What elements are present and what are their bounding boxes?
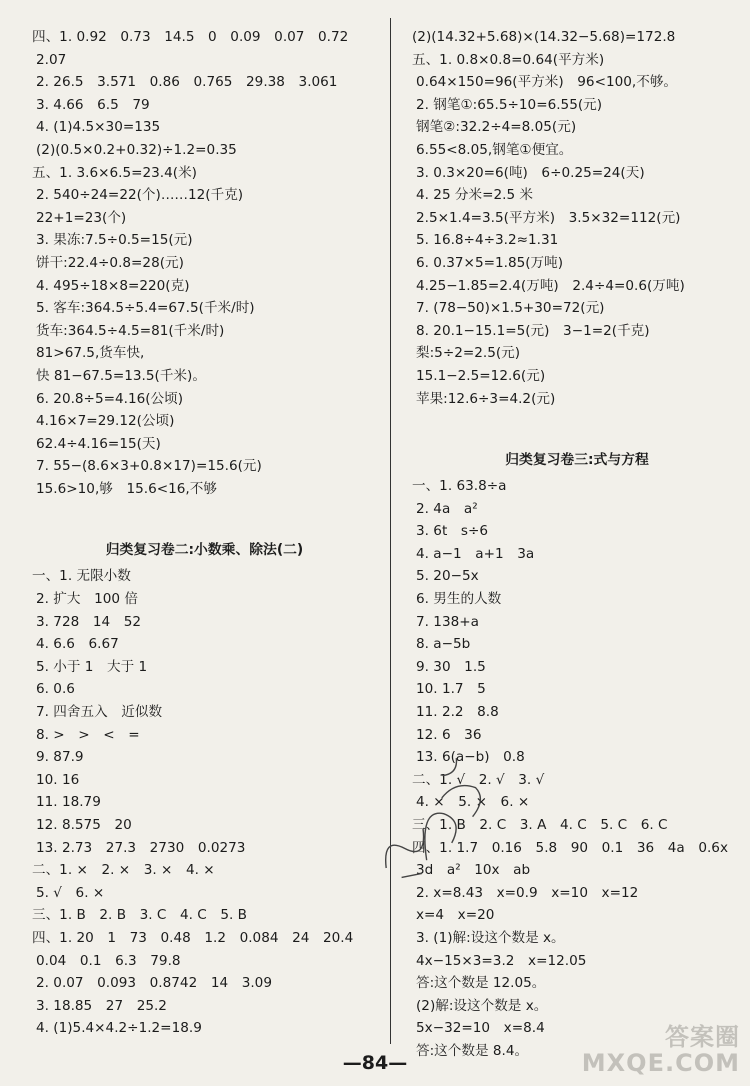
answer-line: 快 81−67.5=13.5(千米)。 <box>36 367 206 384</box>
answer-line: 答:这个数是 12.05。 <box>416 975 546 992</box>
answer-line: 2. 540÷24=22(个)……12(千克) <box>36 187 244 204</box>
answer-line: 10. 16 <box>36 771 80 788</box>
answer-line: 10. 1.7 5 <box>416 681 486 698</box>
answer-line: 9. 87.9 <box>36 749 84 766</box>
answer-line: 五、1. 0.8×0.8=0.64(平方米) <box>412 51 605 68</box>
answer-line: 13. 6(a−b) 0.8 <box>416 749 525 766</box>
answer-line: 3d a² 10x ab <box>416 862 531 879</box>
answer-line: 3. 4.66 6.5 79 <box>36 96 150 113</box>
right-answer-column <box>412 26 742 1063</box>
answer-line: 四、1. 0.92 0.73 14.5 0 0.09 0.07 0.72 <box>32 29 349 45</box>
answer-line: 2. x=8.43 x=0.9 x=10 x=12 <box>416 884 639 901</box>
answer-line: 苹果:12.6÷3=4.2(元) <box>416 390 556 407</box>
answer-line: 5. 客车:364.5÷5.4=67.5(千米/时) <box>36 300 255 317</box>
answer-line: 2. 4a a² <box>416 500 478 517</box>
answer-line: 7. (78−50)×1.5+30=72(元) <box>416 300 605 317</box>
answer-line: 6. 20.8÷5=4.16(公顷) <box>36 390 184 407</box>
answer-line: 11. 2.2 8.8 <box>416 704 499 721</box>
answer-line: 7. 138+a <box>416 613 479 630</box>
answer-line: 2.07 <box>36 51 67 68</box>
answer-line: 4x−15×3=3.2 x=12.05 <box>416 952 587 969</box>
answer-line: 4. 495÷18×8=220(克) <box>36 277 190 294</box>
answer-line: 3. (1)解:设这个数是 x。 <box>416 929 565 946</box>
answer-line: 二、1. √ 2. √ 3. √ <box>412 771 545 788</box>
answer-line: 4. (1)5.4×4.2÷1.2=18.9 <box>36 1020 202 1037</box>
answer-line: 7. 四舍五入 近似数 <box>36 704 163 721</box>
answer-line: 4. 6.6 6.67 <box>36 636 119 653</box>
answer-line: 6. 男生的人数 <box>416 591 502 608</box>
answer-line: 一、1. 63.8÷a <box>412 478 507 495</box>
answer-line: 5. 20−5x <box>416 568 479 585</box>
answer-line: 81>67.5,货车快, <box>36 345 145 362</box>
answer-line: 4. (1)4.5×30=135 <box>36 119 161 136</box>
answer-line: 3. 18.85 27 25.2 <box>36 997 167 1014</box>
answer-line: 12. 6 36 <box>416 726 482 743</box>
answer-line: 货车:364.5÷4.5=81(千米/时) <box>36 322 225 339</box>
answer-line: 饼干:22.4÷0.8=28(元) <box>36 254 184 271</box>
answer-line: 3. 果冻:7.5÷0.5=15(元) <box>36 232 193 249</box>
answer-line: 4.16×7=29.12(公顷) <box>36 413 175 430</box>
answer-line: 2. 0.07 0.093 0.8742 14 3.09 <box>36 975 272 992</box>
answer-line: (2)(14.32+5.68)×(14.32−5.68)=172.8 <box>412 29 676 45</box>
answer-line: 9. 30 1.5 <box>416 658 486 675</box>
answer-line: (2)(0.5×0.2+0.32)÷1.2=0.35 <box>36 141 237 158</box>
watermark-line-2: MXQE.COM <box>581 1049 740 1077</box>
answer-line: 15.6>10,够 15.6<16,不够 <box>36 480 217 497</box>
answer-line: 6. 0.37×5=1.85(万吨) <box>416 254 564 271</box>
answer-line: 8. > > < = <box>36 726 140 743</box>
answer-line: 6. 0.6 <box>36 681 75 698</box>
answer-line: 三、1. B 2. B 3. C 4. C 5. B <box>32 907 247 924</box>
page-number: —84— <box>342 1052 408 1074</box>
answer-line: 梨:5÷2=2.5(元) <box>416 345 521 362</box>
answer-line: 0.64×150=96(平方米) 96<100,不够。 <box>416 74 678 91</box>
answer-line: 13. 2.73 27.3 2730 0.0273 <box>36 839 246 856</box>
answer-line: 6.55<8.05,钢笔①便宜。 <box>416 141 573 158</box>
answer-line: 8. 20.1−15.1=5(元) 3−1=2(千克) <box>416 322 650 339</box>
answer-line: 22+1=23(个) <box>36 209 127 226</box>
answer-line: 四、1. 1.7 0.16 5.8 90 0.1 36 4a 0.6x <box>412 839 728 856</box>
answer-line: 4.25−1.85=2.4(万吨) 2.4÷4=0.6(万吨) <box>416 277 685 294</box>
answer-line: 2.5×1.4=3.5(平方米) 3.5×32=112(元) <box>416 209 681 226</box>
answer-line: 15.1−2.5=12.6(元) <box>416 367 546 384</box>
answer-line: 8. a−5b <box>416 636 471 653</box>
answer-line: 五、1. 3.6×6.5=23.4(米) <box>32 164 197 181</box>
answer-line: 3. 6t s÷6 <box>416 523 488 540</box>
answer-line: 2. 扩大 100 倍 <box>36 591 138 608</box>
answer-line: 4. a−1 a+1 3a <box>416 545 535 562</box>
answer-line: 0.04 0.1 6.3 79.8 <box>36 952 181 969</box>
answer-line: 5. 16.8÷4÷3.2≈1.31 <box>416 232 559 249</box>
left-answer-column <box>32 26 377 1040</box>
answer-line: 4. 25 分米=2.5 米 <box>416 187 534 204</box>
answer-line <box>412 410 742 445</box>
answer-line: 答:这个数是 8.4。 <box>416 1042 529 1059</box>
answer-line: 62.4÷4.16=15(天) <box>36 435 161 452</box>
answer-line: 5x−32=10 x=8.4 <box>416 1020 545 1037</box>
answer-line: 3. 0.3×20=6(吨) 6÷0.25=24(天) <box>416 164 645 181</box>
site-watermark <box>582 1024 740 1076</box>
answer-line: 一、1. 无限小数 <box>32 568 131 585</box>
answer-line: x=4 x=20 <box>416 907 495 924</box>
answer-line: 三、1. B 2. C 3. A 4. C 5. C 6. C <box>412 817 668 833</box>
answer-line: 2. 钢笔①:65.5÷10=6.55(元) <box>416 96 603 113</box>
answer-line: 7. 55−(8.6×3+0.8×17)=15.6(元) <box>36 458 262 475</box>
answer-line: 11. 18.79 <box>36 794 101 811</box>
watermark-line-1: 答案圈 <box>665 1023 740 1051</box>
answer-line: 3. 728 14 52 <box>36 613 142 630</box>
answer-line: 5. 小于 1 大于 1 <box>36 658 148 675</box>
answer-line: 4. × 5. × 6. × <box>416 794 530 811</box>
section-heading: 归类复习卷三:式与方程 <box>505 452 649 469</box>
answer-line: 四、1. 20 1 73 0.48 1.2 0.084 24 20.4 <box>32 929 354 946</box>
answer-line: 2. 26.5 3.571 0.86 0.765 29.38 3.061 <box>36 74 338 91</box>
answer-line: 12. 8.575 20 <box>36 817 132 833</box>
section-heading: 归类复习卷二:小数乘、除法(二) <box>105 542 304 559</box>
answer-line: 二、1. × 2. × 3. × 4. × <box>32 862 215 879</box>
answer-line: 钢笔②:32.2÷4=8.05(元) <box>416 119 577 136</box>
answer-line: 5. √ 6. × <box>36 884 105 901</box>
answer-line: (2)解:设这个数是 x。 <box>416 997 548 1014</box>
answer-line <box>32 500 377 535</box>
